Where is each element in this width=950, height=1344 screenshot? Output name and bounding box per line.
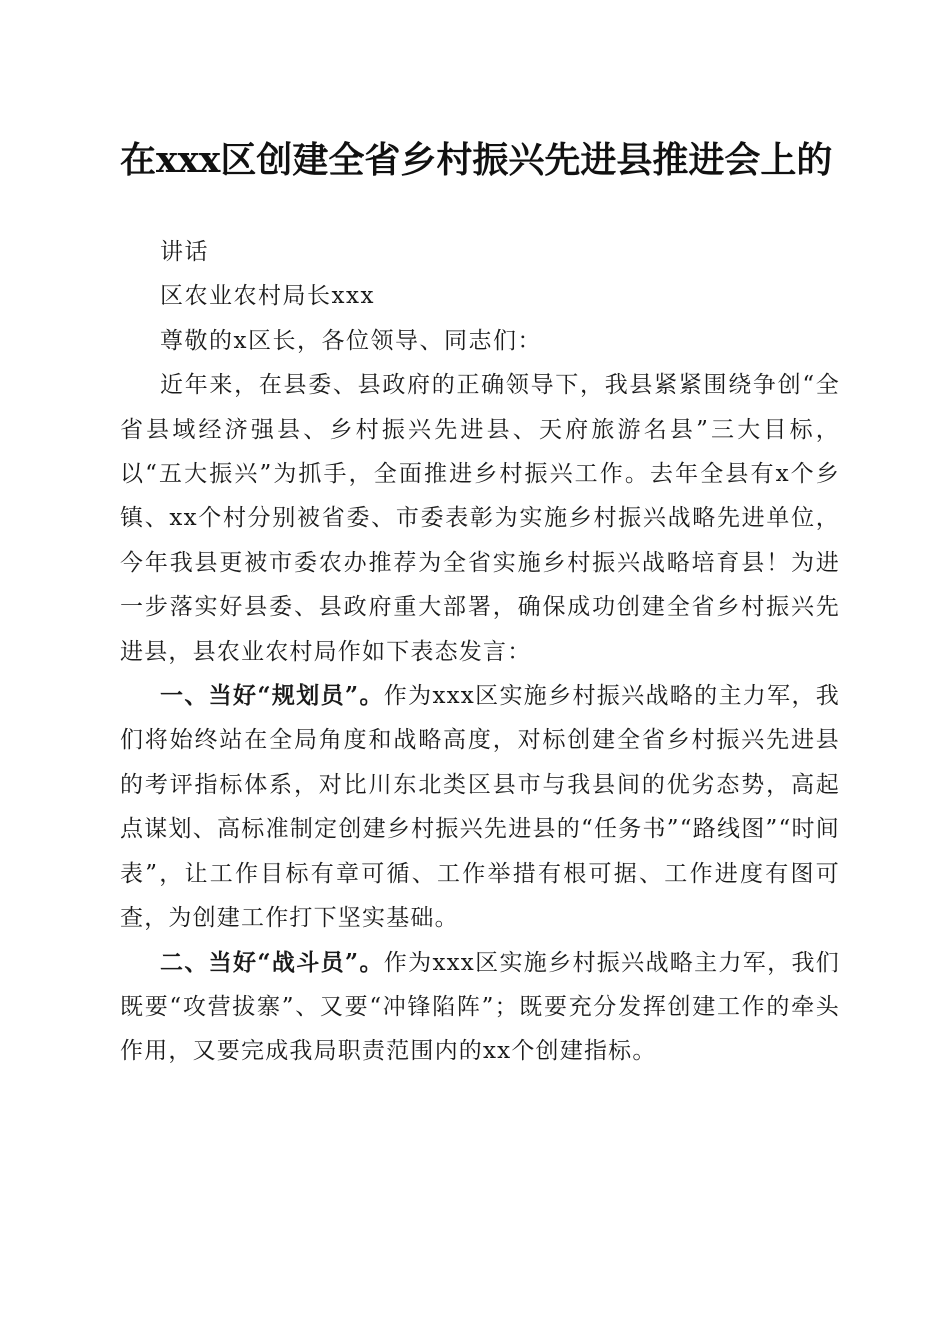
salutation-line: 尊敬的x区长，各位领导、同志们： (160, 327, 542, 354)
section-heading-1: 一、当好“规划员”。 (160, 682, 384, 710)
intro-paragraph: 近年来，在县委、县政府的正确领导下，我县紧紧围绕争创“全省县域经济强县、乡村振兴先进县、天府旅游名县”三大目标，以“五大振兴”为抓手，全面推进乡村振兴工作。去年全县有x个乡镇、xx个村分别被省委、市委表彰为实施乡村振兴战略先进单位，今年我县更被市委农办推荐为全省实施乡村振兴战略培育县！为进一步落实好县委、县政府重大部署，确保成功创建全省乡村振兴先进县，县农业农村局作如下表态发言： (120, 372, 840, 665)
section-heading-2: 二、当好“战斗员”。 (160, 948, 384, 976)
section-text-1: 作为xxx区实施乡村振兴战略的主力军，我们将始终站在全局角度和战略高度，对标创建全省乡村振兴先进县的考评指标体系，对比川东北类区县市与我县间的优劣态势，高起点谋划、高标准制定创建乡村振兴先进县的“任务书”“路线图”“时间表”，让工作目标有章可循、工作举措有根可据、工作进度有图可查，为创建工作打下坚实基础。 (120, 683, 840, 932)
section-text-2: 作为xxx区实施乡村振兴战略主力军，我们既要“攻营拔寨”、又要“冲锋陷阵”；既要充分发挥创建工作的牵头作用，又要完成我局职责范围内的xx个创建指标。 (120, 949, 840, 1065)
document-title: 在xxx区创建全省乡村振兴先进县推进会上的 (120, 139, 833, 181)
section-paragraph-2 (120, 941, 840, 1074)
speaker-line: 区农业农村局长xxx (160, 283, 375, 310)
document-body (120, 230, 840, 1074)
subtitle-line: 讲话 (160, 239, 209, 265)
section-paragraph-1 (120, 674, 840, 940)
